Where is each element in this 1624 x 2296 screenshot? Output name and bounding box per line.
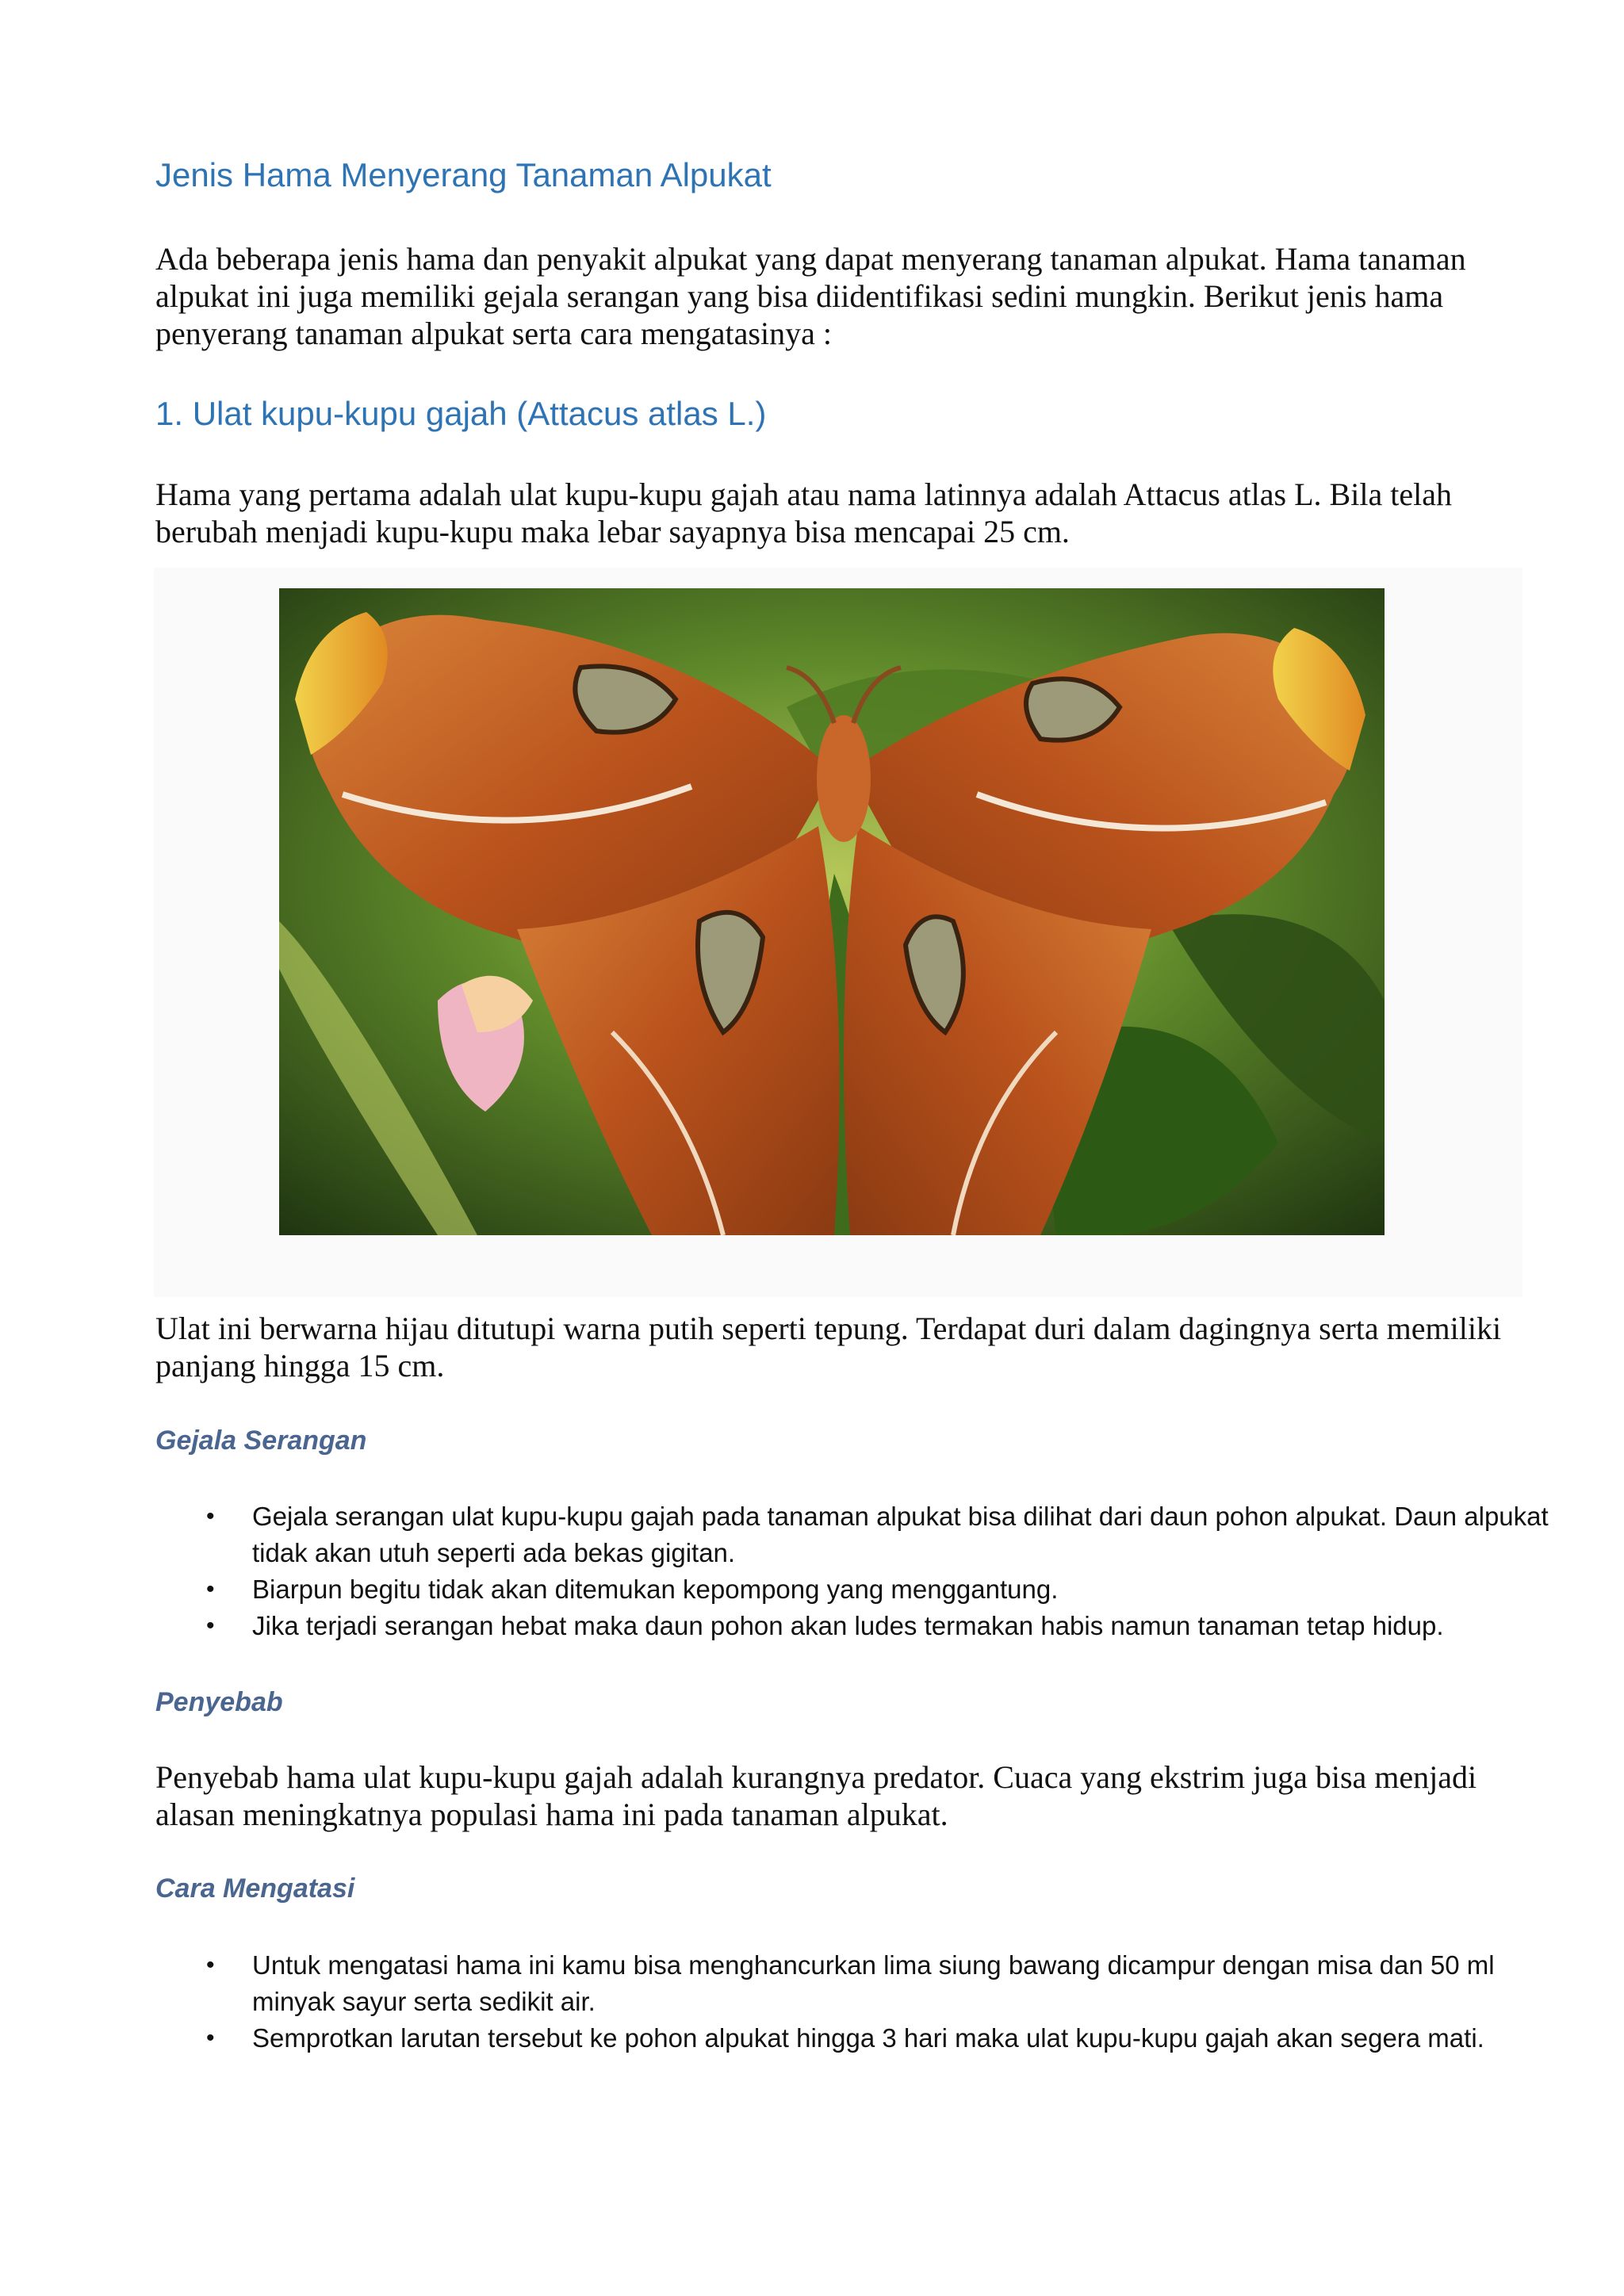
section-paragraph-2: Ulat ini berwarna hijau ditutupi warna putih seperti tepung. Terdapat duri dalam dagingnya serta memiliki panjang hingga 15 cm. xyxy=(155,1311,1502,1383)
penyebab-paragraph: Penyebab hama ulat kupu-kupu gajah adalah kurangnya predator. Cuaca yang ekstrim juga bisa menjadi alasan meningkatnya populasi hama ini pada tanaman alpukat. xyxy=(155,1759,1477,1832)
list-item-text: Biarpun begitu tidak akan ditemukan kepompong yang menggantung. xyxy=(252,1575,1059,1604)
list-item xyxy=(206,1608,1553,1644)
bullet-icon: • xyxy=(206,1503,215,1529)
list-item-text: Untuk mengatasi hama ini kamu bisa menghancurkan lima siung bawang dicampur dengan misa dan 50 ml minyak sayur serta sedikit air. xyxy=(252,1950,1495,2016)
list-item-text: Gejala serangan ulat kupu-kupu gajah pada tanaman alpukat bisa dilihat dari daun pohon alpukat. Daun alpukat tidak akan utuh seperti ada bekas gigitan. xyxy=(252,1502,1549,1567)
section-title: 1. Ulat kupu-kupu gajah (Attacus atlas L.) xyxy=(155,395,767,432)
cara-mengatasi-list xyxy=(206,1947,1553,2057)
bullet-icon: • xyxy=(206,1613,215,1639)
gejala-serangan-list xyxy=(206,1498,1553,1644)
page-title: Jenis Hama Menyerang Tanaman Alpukat xyxy=(155,156,772,193)
penyebab-heading: Penyebab xyxy=(155,1687,283,1717)
list-item xyxy=(206,1571,1553,1608)
bullet-icon: • xyxy=(206,2025,215,2051)
atlas-moth-icon xyxy=(279,588,1385,1235)
atlas-moth-photo xyxy=(279,588,1385,1235)
intro-paragraph: Ada beberapa jenis hama dan penyakit alpukat yang dapat menyerang tanaman alpukat. Hama tanaman alpukat ini juga memiliki gejala serangan yang bisa diidentifikasi sedini mungkin. Berikut jenis hama penyerang tanaman alpukat serta cara mengatasinya : xyxy=(155,241,1466,351)
gejala-serangan-heading: Gejala Serangan xyxy=(155,1425,367,1456)
list-item-text: Semprotkan larutan tersebut ke pohon alpukat hingga 3 hari maka ulat kupu-kupu gajah akan segera mati. xyxy=(252,2023,1484,2053)
list-item xyxy=(206,1498,1553,1571)
cara-mengatasi-heading: Cara Mengatasi xyxy=(155,1873,355,1904)
bullet-icon: • xyxy=(206,1576,215,1602)
list-item xyxy=(206,2020,1553,2057)
section-paragraph-1: Hama yang pertama adalah ulat kupu-kupu gajah atau nama latinnya adalah Attacus atlas L. Bila telah berubah menjadi kupu-kupu maka lebar sayapnya bisa mencapai 25 cm. xyxy=(155,476,1452,549)
list-item xyxy=(206,1947,1553,2020)
bullet-icon: • xyxy=(206,1952,215,1978)
list-item-text: Jika terjadi serangan hebat maka daun pohon akan ludes termakan habis namun tanaman tetap hidup. xyxy=(252,1611,1444,1640)
